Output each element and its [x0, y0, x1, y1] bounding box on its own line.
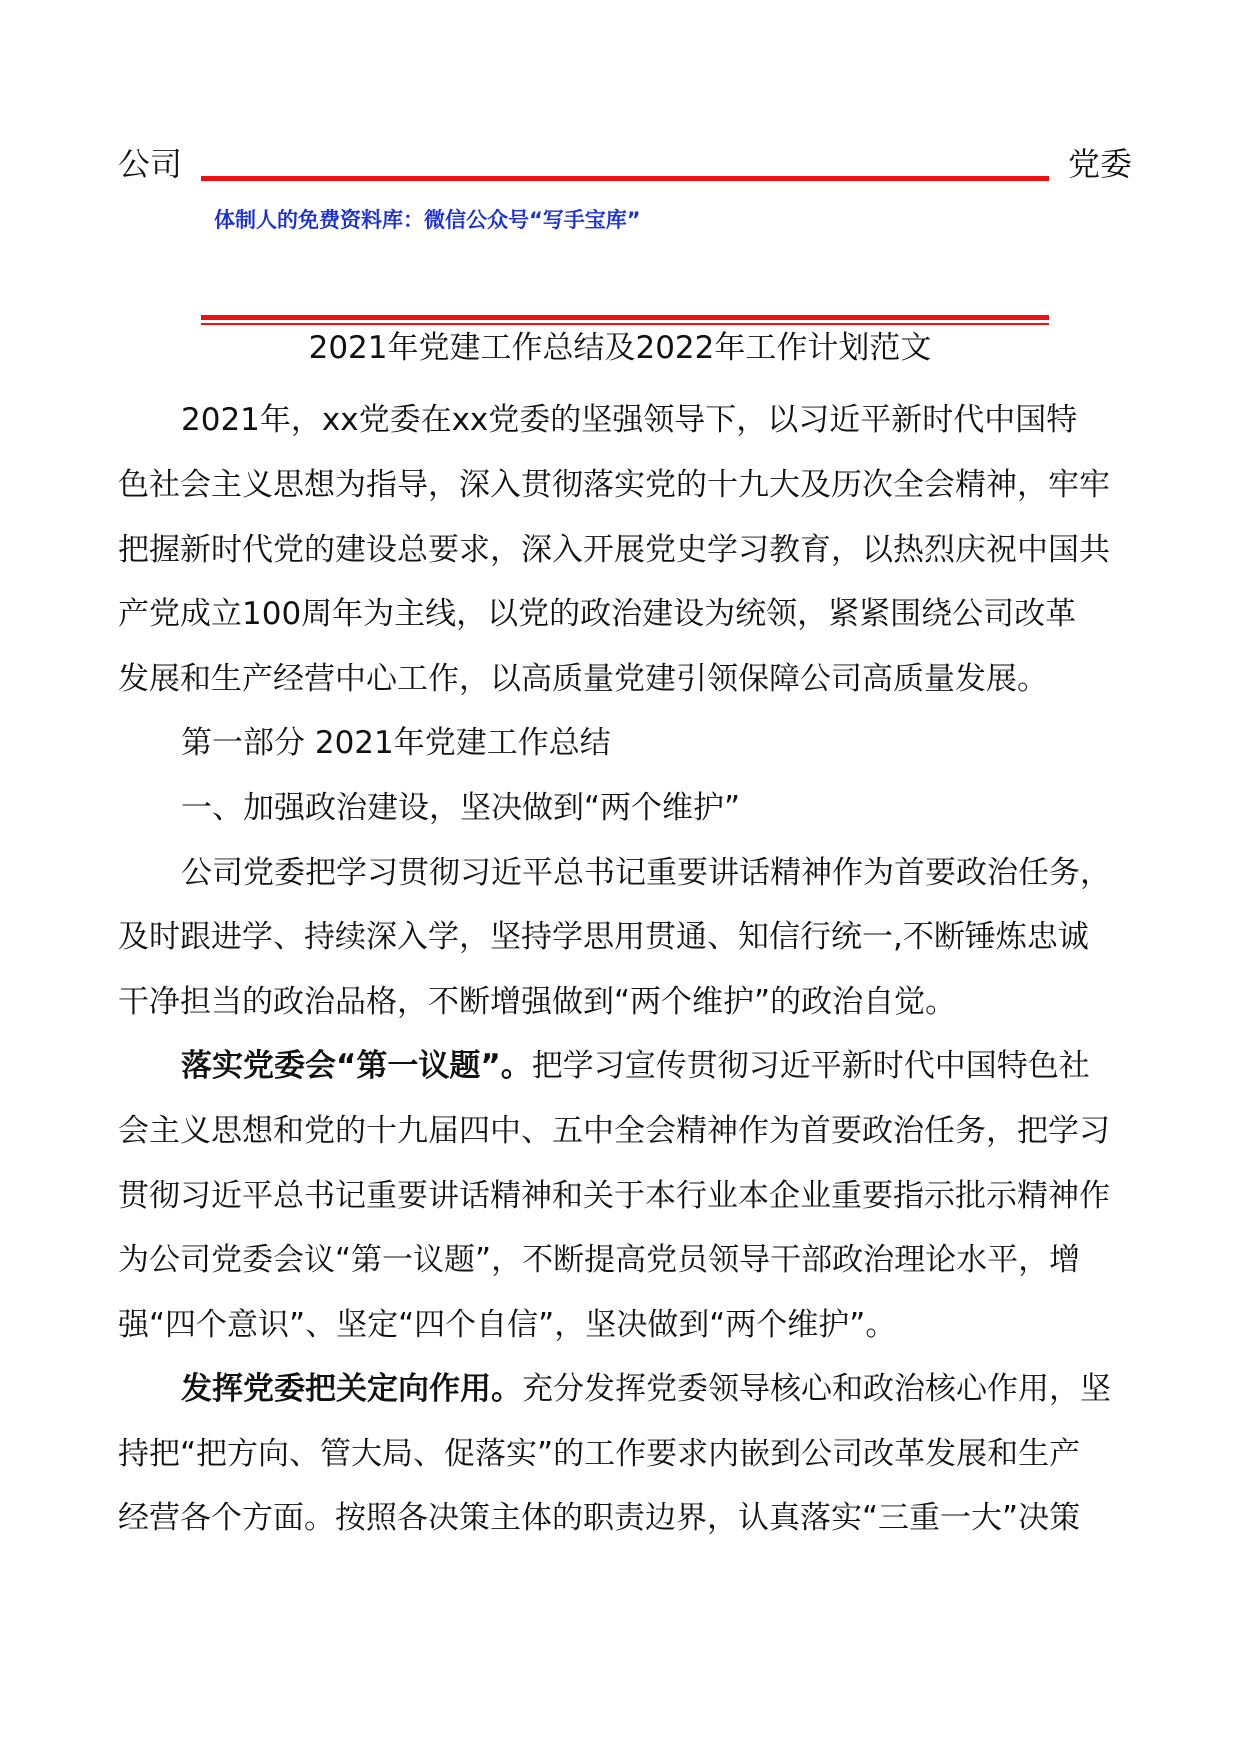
paragraph-text: 把学习宣传贯彻习近平新时代中国特色社: [531, 1048, 1090, 1084]
paragraph-line: 公司党委把学习贯彻习近平总书记重要讲话精神作为首要政治任务，: [181, 855, 1111, 891]
paragraph-line: 贯彻习近平总书记重要讲话精神和关于本行业本企业重要指示批示精神作: [118, 1178, 1110, 1214]
paragraph-line: 经营各个方面。按照各决策主体的职责边界，认真落实“三重一大”决策: [118, 1500, 1081, 1536]
header-left-text: 公司: [118, 145, 183, 183]
paragraph-line: 2021年，xx党委在xx党委的坚强领导下，以习近平新时代中国特: [181, 402, 1078, 438]
paragraph-line: [181, 1043, 1090, 1089]
bold-lead-1: 落实党委会“第一议题”。: [181, 1048, 532, 1084]
promo-text: 体制人的免费资料库：微信公众号“写手宝库”: [214, 208, 641, 232]
paragraph-line: 发展和生产经营中心工作，以高质量党建引领保障公司高质量发展。: [118, 661, 1048, 697]
document-title: 2021年党建工作总结及2022年工作计划范文: [308, 330, 932, 366]
paragraph-line: 把握新时代党的建设总要求，深入开展党史学习教育，以热烈庆祝中国共: [118, 532, 1110, 568]
paragraph-line: 产党成立100周年为主线，以党的政治建设为统领，紧紧围绕公司改革: [118, 596, 1077, 632]
paragraph-line: 及时跟进学、持续深入学，坚持学思用贯通、知信行统一,不断锤炼忠诚: [118, 919, 1089, 955]
paragraph-line: 会主义思想和党的十九届四中、五中全会精神作为首要政治任务，把学习: [118, 1113, 1110, 1149]
subsection-heading: 一、加强政治建设，坚决做到“两个维护”: [181, 790, 741, 826]
paragraph-line: 色社会主义思想为指导，深入贯彻落实党的十九大及历次全会精神，牢牢: [118, 467, 1110, 503]
header-right-text: 党委: [1068, 145, 1133, 183]
header-red-line-bottom: [201, 315, 1049, 325]
header-red-line-top: [201, 176, 1049, 184]
section-heading: 第一部分 2021年党建工作总结: [181, 725, 611, 761]
paragraph-line: 干净担当的政治品格，不断增强做到“两个维护”的政治自觉。: [118, 984, 957, 1020]
paragraph-line: [181, 1366, 1111, 1412]
paragraph-text: 充分发挥党委领导核心和政治核心作用，坚: [522, 1371, 1111, 1407]
bold-lead-2: 发挥党委把关定向作用。: [181, 1371, 522, 1407]
paragraph-line: 强“四个意识”、坚定“四个自信”，坚决做到“两个维护”。: [118, 1307, 897, 1343]
paragraph-line: 为公司党委会议“第一议题”，不断提高党员领导干部政治理论水平，增: [118, 1242, 1081, 1278]
paragraph-line: 持把“把方向、管大局、促落实”的工作要求内嵌到公司改革发展和生产: [118, 1436, 1081, 1472]
